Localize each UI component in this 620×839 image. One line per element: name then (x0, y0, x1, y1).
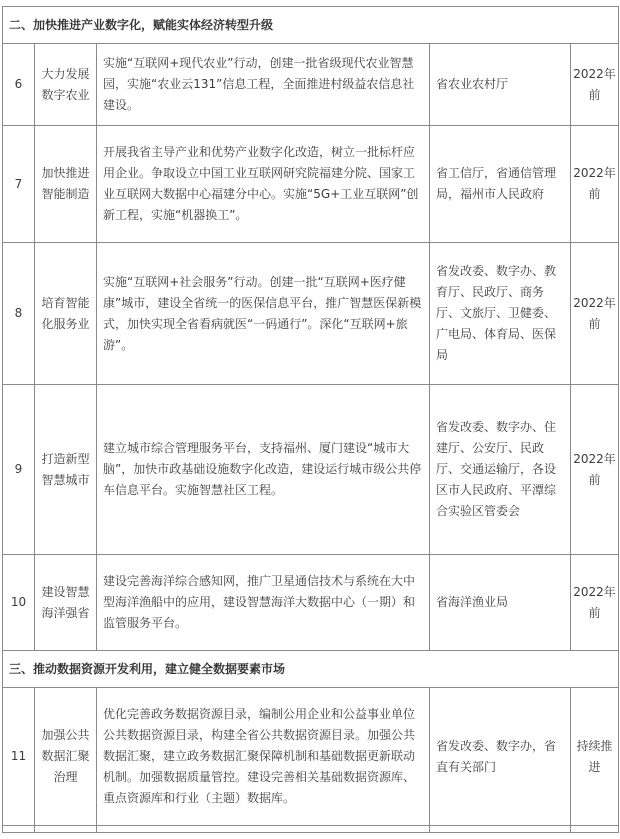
table-row-partial (3, 826, 619, 833)
table-cell (430, 826, 571, 833)
task-content: 开展我省主导产业和优势产业数字化改造，树立一批标杆应用企业。争取设立中国工业互联网研究院福建分院、国家工业互联网大数据中心福建分中心。实施“5G+工业互联网”创新工程，实施“机器换工”。 (97, 126, 430, 243)
table-cell (35, 826, 97, 833)
deadline: 2022年前 (571, 126, 619, 243)
table-row (3, 688, 619, 826)
row-number: 6 (3, 44, 35, 126)
task-content: 建设完善海洋综合感知网，推广卫星通信技术与系统在大中型海洋渔船中的应用，建设智慧海洋大数据中心（一期）和监管服务平台。 (97, 555, 430, 651)
row-number: 9 (3, 385, 35, 555)
section-title: 三、推动数据资源开发利用，建立健全数据要素市场 (3, 651, 619, 688)
responsible-dept: 省发改委、数字办，省直有关部门 (430, 688, 571, 826)
task-content: 实施“互联网+现代农业”行动，创建一批省级现代农业智慧园，实施“农业云131”信息工程，全面推进村级益农信息社建设。 (97, 44, 430, 126)
responsible-dept: 省工信厅，省通信管理局，福州市人民政府 (430, 126, 571, 243)
task-name: 加快推进智能制造 (35, 126, 97, 243)
task-content: 建立城市综合管理服务平台，支持福州、厦门建设“城市大脑”，加快市政基础设施数字化改造，建设运行城市级公共停车信息平台。实施智慧社区工程。 (97, 385, 430, 555)
responsible-dept: 省发改委、数字办、教育厅、民政厅、商务厅、文旅厅、卫健委、广电局、体育局、医保局 (430, 243, 571, 385)
row-number: 8 (3, 243, 35, 385)
table-row (3, 126, 619, 243)
deadline: 2022年前 (571, 555, 619, 651)
row-number: 7 (3, 126, 35, 243)
task-name: 加强公共数据汇聚治理 (35, 688, 97, 826)
table-row (3, 44, 619, 126)
table-cell (3, 826, 35, 833)
task-content: 实施“互联网+社会服务”行动。创建一批“互联网+医疗健康”城市，建设全省统一的医保信息平台，推广智慧医保新模式，加快实现全省看病就医“一码通行”。深化“互联网+旅游”。 (97, 243, 430, 385)
row-number: 11 (3, 688, 35, 826)
table-cell (97, 826, 430, 833)
table-row (3, 555, 619, 651)
responsible-dept: 省农业农村厅 (430, 44, 571, 126)
task-content: 优化完善政务数据资源目录，编制公用企业和公益事业单位公共数据资源目录，构建全省公共数据资源目录。加强公共数据汇聚，建立政务数据汇聚保障机制和基础数据更新联动机制。加强数据质量管控。建设完善相关基础数据资源库、重点资源库和行业（主题）数据库。 (97, 688, 430, 826)
task-name: 打造新型智慧城市 (35, 385, 97, 555)
task-table (2, 6, 619, 833)
table-cell (571, 826, 619, 833)
deadline: 持续推进 (571, 688, 619, 826)
row-number: 10 (3, 555, 35, 651)
table-row (3, 243, 619, 385)
deadline: 2022年前 (571, 385, 619, 555)
section-header (3, 7, 619, 44)
task-name: 培育智能化服务业 (35, 243, 97, 385)
responsible-dept: 省发改委、数字办、住建厅、公安厅、民政厅、交通运输厅，各设区市人民政府、平潭综合实验区管委会 (430, 385, 571, 555)
table-row (3, 385, 619, 555)
task-name: 大力发展数字农业 (35, 44, 97, 126)
task-name: 建设智慧海洋强省 (35, 555, 97, 651)
deadline: 2022年前 (571, 243, 619, 385)
section-header (3, 651, 619, 688)
deadline: 2022年前 (571, 44, 619, 126)
section-title: 二、加快推进产业数字化，赋能实体经济转型升级 (3, 7, 619, 44)
responsible-dept: 省海洋渔业局 (430, 555, 571, 651)
